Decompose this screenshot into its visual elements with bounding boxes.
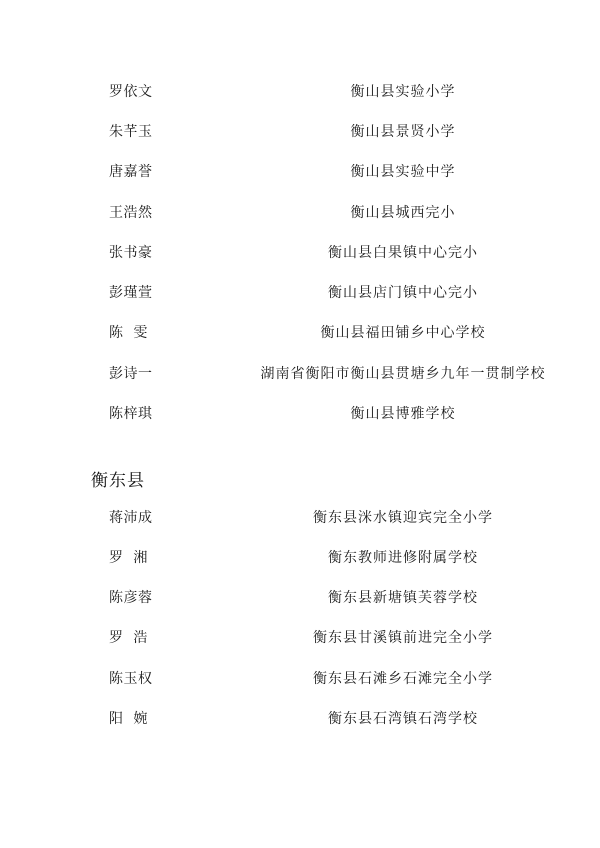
list-item — [0, 201, 600, 225]
school-name: 衡山县博雅学校 — [350, 406, 456, 422]
school-name: 衡东县洣水镇迎宾完全小学 — [313, 510, 493, 526]
student-name: 阳 婉 — [109, 711, 148, 727]
student-name: 陈玉权 — [109, 671, 153, 687]
school-name: 湖南省衡阳市衡山县贯塘乡九年一贯制学校 — [260, 366, 546, 382]
list-item — [0, 80, 600, 104]
student-name: 蒋沛成 — [109, 510, 153, 526]
list-item — [0, 362, 600, 386]
student-name: 朱芊玉 — [109, 124, 153, 140]
list-item — [0, 281, 600, 305]
student-name: 唐嘉誉 — [109, 164, 153, 180]
school-name: 衡东县新塘镇芙蓉学校 — [328, 590, 478, 606]
school-name: 衡东教师进修附属学校 — [328, 550, 478, 566]
list-item — [0, 160, 600, 184]
school-name: 衡东县甘溪镇前进完全小学 — [313, 630, 493, 646]
student-name: 王浩然 — [109, 205, 153, 221]
list-item — [0, 321, 600, 345]
school-name: 衡山县实验小学 — [350, 84, 456, 100]
student-name: 罗 浩 — [109, 630, 148, 646]
list-item — [0, 402, 600, 426]
list-item — [0, 241, 600, 265]
list-item — [0, 707, 600, 731]
school-name: 衡山县店门镇中心完小 — [328, 285, 478, 301]
list-item — [0, 546, 600, 570]
list-item — [0, 667, 600, 691]
student-name: 陈 雯 — [109, 325, 148, 341]
school-name: 衡山县实验中学 — [350, 164, 456, 180]
student-name: 罗 湘 — [109, 550, 148, 566]
section-title: 衡东县 — [91, 471, 145, 491]
school-name: 衡山县城西完小 — [350, 205, 456, 221]
school-name: 衡山县景贤小学 — [350, 124, 456, 140]
list-item — [0, 506, 600, 530]
school-name: 衡山县白果镇中心完小 — [328, 245, 478, 261]
student-name: 彭瑾萱 — [109, 285, 153, 301]
school-name: 衡东县石滩乡石滩完全小学 — [313, 671, 493, 687]
list-item — [0, 626, 600, 650]
list-item — [0, 120, 600, 144]
student-name: 彭诗一 — [109, 366, 153, 382]
school-name: 衡山县福田铺乡中心学校 — [320, 325, 486, 341]
school-name: 衡东县石湾镇石湾学校 — [328, 711, 478, 727]
student-name: 陈彦蓉 — [109, 590, 153, 606]
list-item — [0, 586, 600, 610]
student-name: 罗依文 — [109, 84, 153, 100]
student-name: 张书豪 — [109, 245, 153, 261]
student-name: 陈梓琪 — [109, 406, 153, 422]
